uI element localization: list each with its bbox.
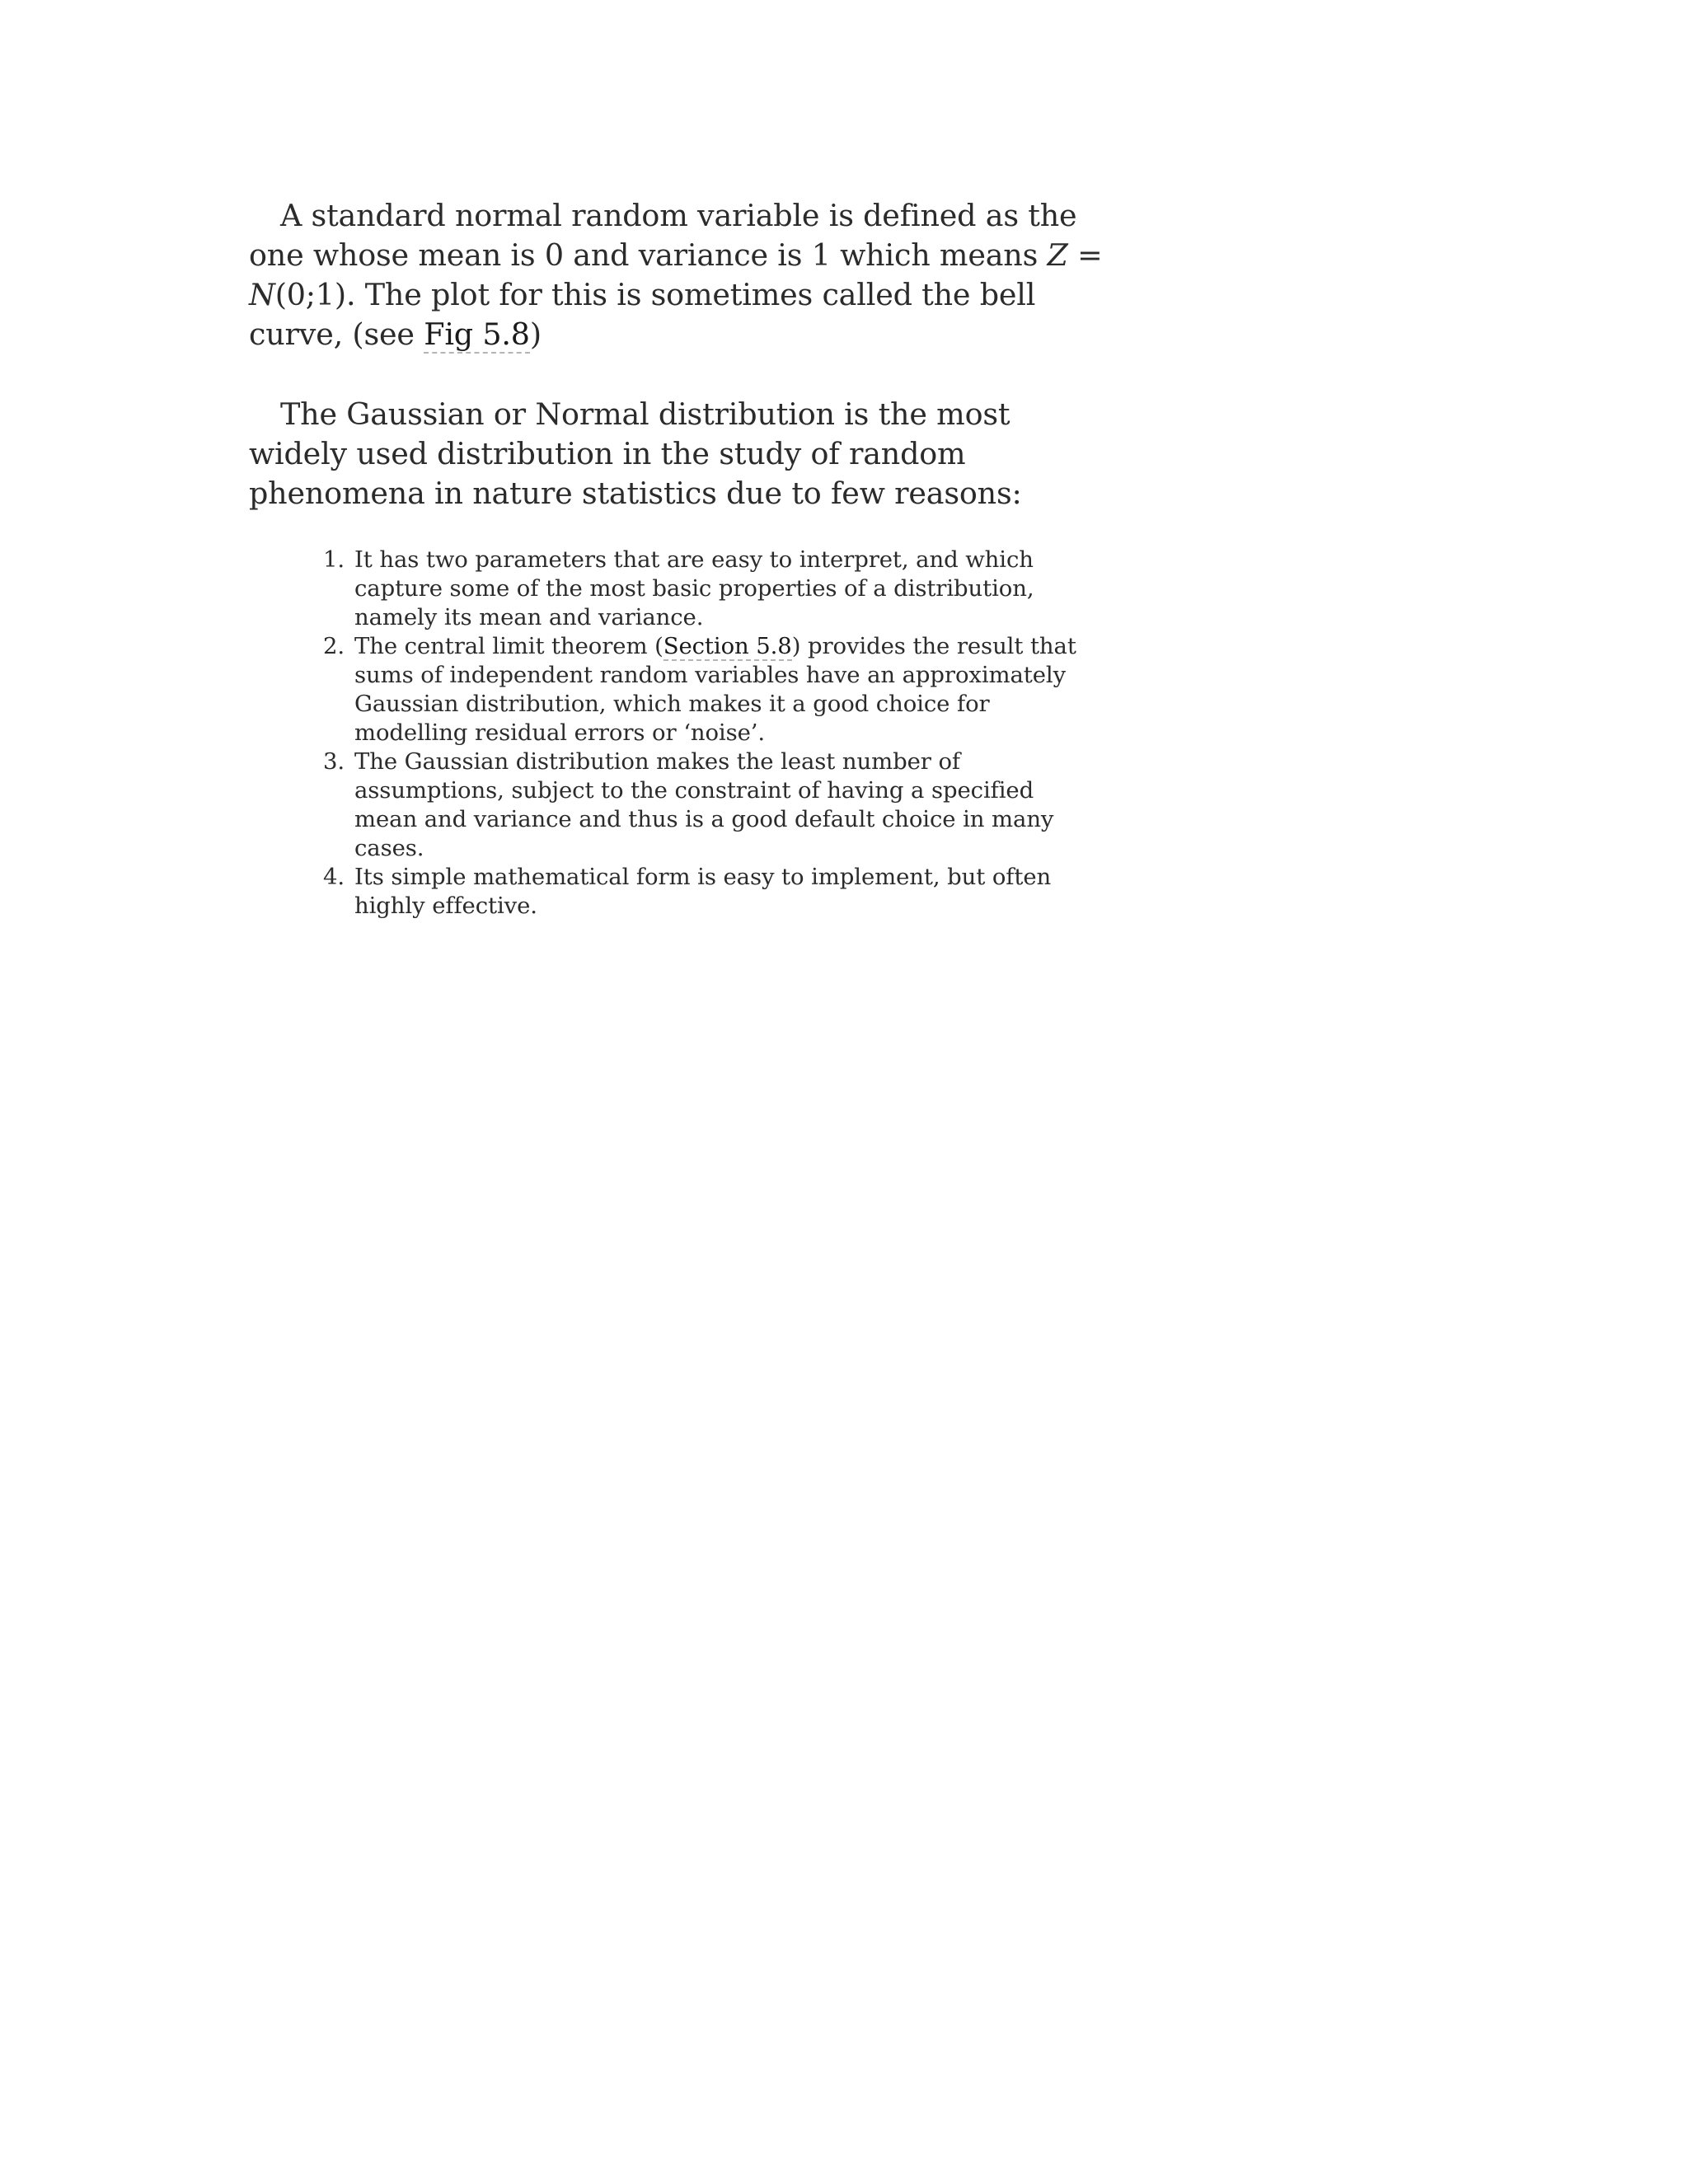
paragraph-line — [249, 275, 1036, 315]
section-reference-link[interactable]: Section 5.8 — [663, 633, 792, 659]
text-run: ) — [529, 316, 542, 352]
list-item — [320, 632, 1076, 748]
text-run: curve, (see — [249, 316, 424, 352]
list-line: modelling residual errors or ‘noise’. — [354, 719, 766, 746]
list-line: capture some of the most basic properties of a distribution, — [354, 575, 1034, 602]
paragraph-line: A standard normal random variable is defined as the — [280, 198, 1077, 233]
list-number: 2. — [322, 633, 345, 659]
paragraph-line: phenomena in nature statistics due to few reasons: — [249, 476, 1022, 511]
list-line: The Gaussian distribution makes the least number of — [354, 748, 960, 775]
list-line: It has two parameters that are easy to interpret, and which — [354, 546, 1034, 573]
reasons-list — [320, 546, 1076, 921]
list-item — [320, 546, 1034, 632]
text-run: ) provides the result that — [791, 633, 1076, 659]
list-number: 3. — [322, 748, 345, 775]
document-body — [249, 196, 1103, 513]
list-line: namely its mean and variance. — [354, 604, 704, 630]
list-line: Its simple mathematical form is easy to implement, but often — [354, 864, 1052, 890]
list-line: highly effective. — [354, 893, 537, 919]
list-line: sums of independent random variables have an approximately — [354, 662, 1067, 688]
math-variable: N — [249, 277, 275, 312]
text-run: (0;1). The plot for this is sometimes called the bell — [274, 277, 1036, 312]
paragraph-line — [249, 315, 1024, 354]
list-number: 1. — [322, 546, 345, 573]
list-line: assumptions, subject to the constraint of having a specified — [354, 777, 1034, 804]
list-line: mean and variance and thus is a good default choice in many — [354, 806, 1054, 832]
list-line — [354, 632, 1076, 661]
paragraph-line — [249, 236, 1103, 275]
text-run: = — [1067, 237, 1103, 273]
paragraph-gaussian — [249, 395, 1024, 513]
text-run: one whose mean is 0 and variance is 1 which means — [249, 237, 1048, 273]
paragraph-standard-normal — [249, 196, 1103, 354]
list-item — [320, 863, 1052, 921]
figure-reference-link[interactable]: Fig 5.8 — [424, 316, 530, 352]
list-line: Gaussian distribution, which makes it a good choice for — [354, 691, 990, 717]
math-variable: Z — [1047, 237, 1068, 273]
text-run: The central limit theorem ( — [354, 633, 663, 659]
list-line: cases. — [354, 835, 424, 861]
list-number: 4. — [322, 864, 345, 890]
paragraph-line: The Gaussian or Normal distribution is the most — [280, 396, 1010, 432]
list-item — [320, 748, 1054, 863]
paragraph-line: widely used distribution in the study of random — [249, 436, 966, 471]
